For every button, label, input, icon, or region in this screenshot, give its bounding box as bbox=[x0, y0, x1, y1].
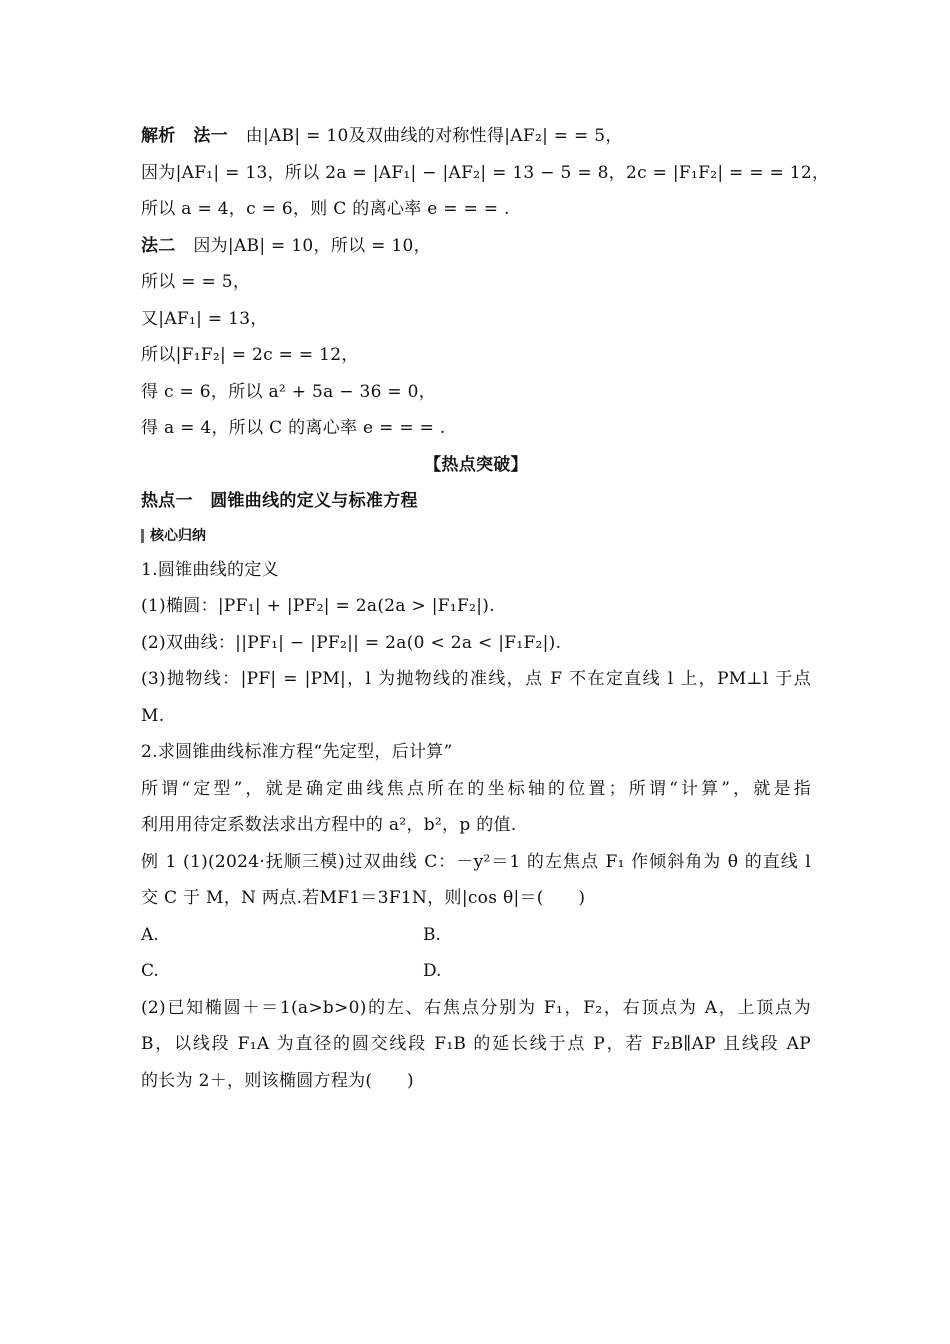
solution-text-4: 因为|AB| = 10，所以 = 10， bbox=[193, 235, 431, 256]
example-line-3: (2)已知椭圆＋＝1(a>b>0)的左、右焦点分别为 F₁，F₂，右顶点为 A，上顶点为 bbox=[141, 997, 811, 1018]
solution-line-7: 所以|F₁F₂| = 2c = = 12， bbox=[141, 345, 359, 365]
solution-line-3: 所以 a = 4，c = 6，则 C 的离心率 e = = = . bbox=[141, 199, 510, 219]
solution-label: 解析 bbox=[141, 126, 176, 146]
options-row-1 bbox=[141, 917, 811, 954]
solution-line-6: 又|AF₁| = 13， bbox=[141, 308, 268, 329]
example-line-4: B，以线段 F₁A 为直径的圆交线段 F₁B 的延长线于点 P，若 F₂B∥AP 且线段 AP bbox=[141, 1034, 811, 1054]
option-d: D. bbox=[423, 961, 442, 981]
solution-line-5: 所以 = = 5， bbox=[141, 272, 251, 292]
content-line-6: 2.求圆锥曲线标准方程“先定型，后计算” bbox=[141, 742, 453, 762]
solution-line-9: 得 a = 4，所以 C 的离心率 e = = = . bbox=[141, 418, 446, 438]
core-summary-tag bbox=[141, 520, 811, 552]
solution-line-8: 得 c = 6，所以 a² + 5a − 36 = 0， bbox=[141, 381, 437, 402]
option-b: B. bbox=[423, 924, 441, 945]
content-line-4: (3)抛物线：|PF| = |PM|，l 为抛物线的准线，点 F 不在定直线 l 上，PM⊥l 于点 bbox=[141, 669, 811, 689]
content-line-2: (1)椭圆：|PF₁| + |PF₂| = 2a(2a > |F₁F₂|). bbox=[141, 596, 495, 616]
document-page bbox=[141, 118, 830, 1099]
tag-bar-icon bbox=[141, 529, 144, 543]
method-one-label: 法一 bbox=[193, 126, 228, 146]
content-line-3: (2)双曲线：||PF₁| − |PF₂|| = 2a(0 < 2a < |F₁F₂|). bbox=[141, 632, 562, 653]
method-two-label: 法二 bbox=[141, 235, 176, 256]
content-line-1: 1.圆锥曲线的定义 bbox=[141, 559, 279, 580]
content-line-7: 所谓“定型”，就是确定曲线焦点所在的坐标轴的位置；所谓“计算”，就是指 bbox=[141, 778, 811, 799]
solution-line-1 bbox=[141, 118, 811, 155]
example-line-2: 交 C 于 M，N 两点.若MF1＝3F1N，则|cos θ|＝( ) bbox=[141, 888, 586, 908]
content-line-5: M. bbox=[141, 705, 165, 726]
solution-text-1: 由|AB| = 10及双曲线的对称性得|AF₂| = = 5， bbox=[245, 126, 623, 146]
example-line-1: 例 1 (1)(2024·抚顺三模)过双曲线 C：－y²＝1 的左焦点 F₁ 作倾斜角为 θ 的直线 l bbox=[141, 851, 811, 872]
solution-line-4 bbox=[141, 228, 811, 265]
hotspot-title: 热点一 圆锥曲线的定义与标准方程 bbox=[141, 491, 418, 511]
options-row-2 bbox=[141, 953, 811, 990]
content-line-8: 利用用待定系数法求出方程中的 a²，b²，p 的值. bbox=[141, 815, 517, 835]
option-a: A. bbox=[141, 924, 159, 945]
example-line-5: 的长为 2＋，则该椭圆方程为( ) bbox=[141, 1070, 414, 1091]
option-c: C. bbox=[141, 961, 159, 981]
core-summary-label: 核心归纳 bbox=[150, 527, 206, 544]
section-title: 【热点突破】 bbox=[424, 454, 528, 475]
solution-line-2: 因为|AF₁| = 13，所以 2a = |AF₁| − |AF₂| = 13 − 5 = 8，2c = |F₁F₂| = = = 12， bbox=[141, 162, 830, 183]
